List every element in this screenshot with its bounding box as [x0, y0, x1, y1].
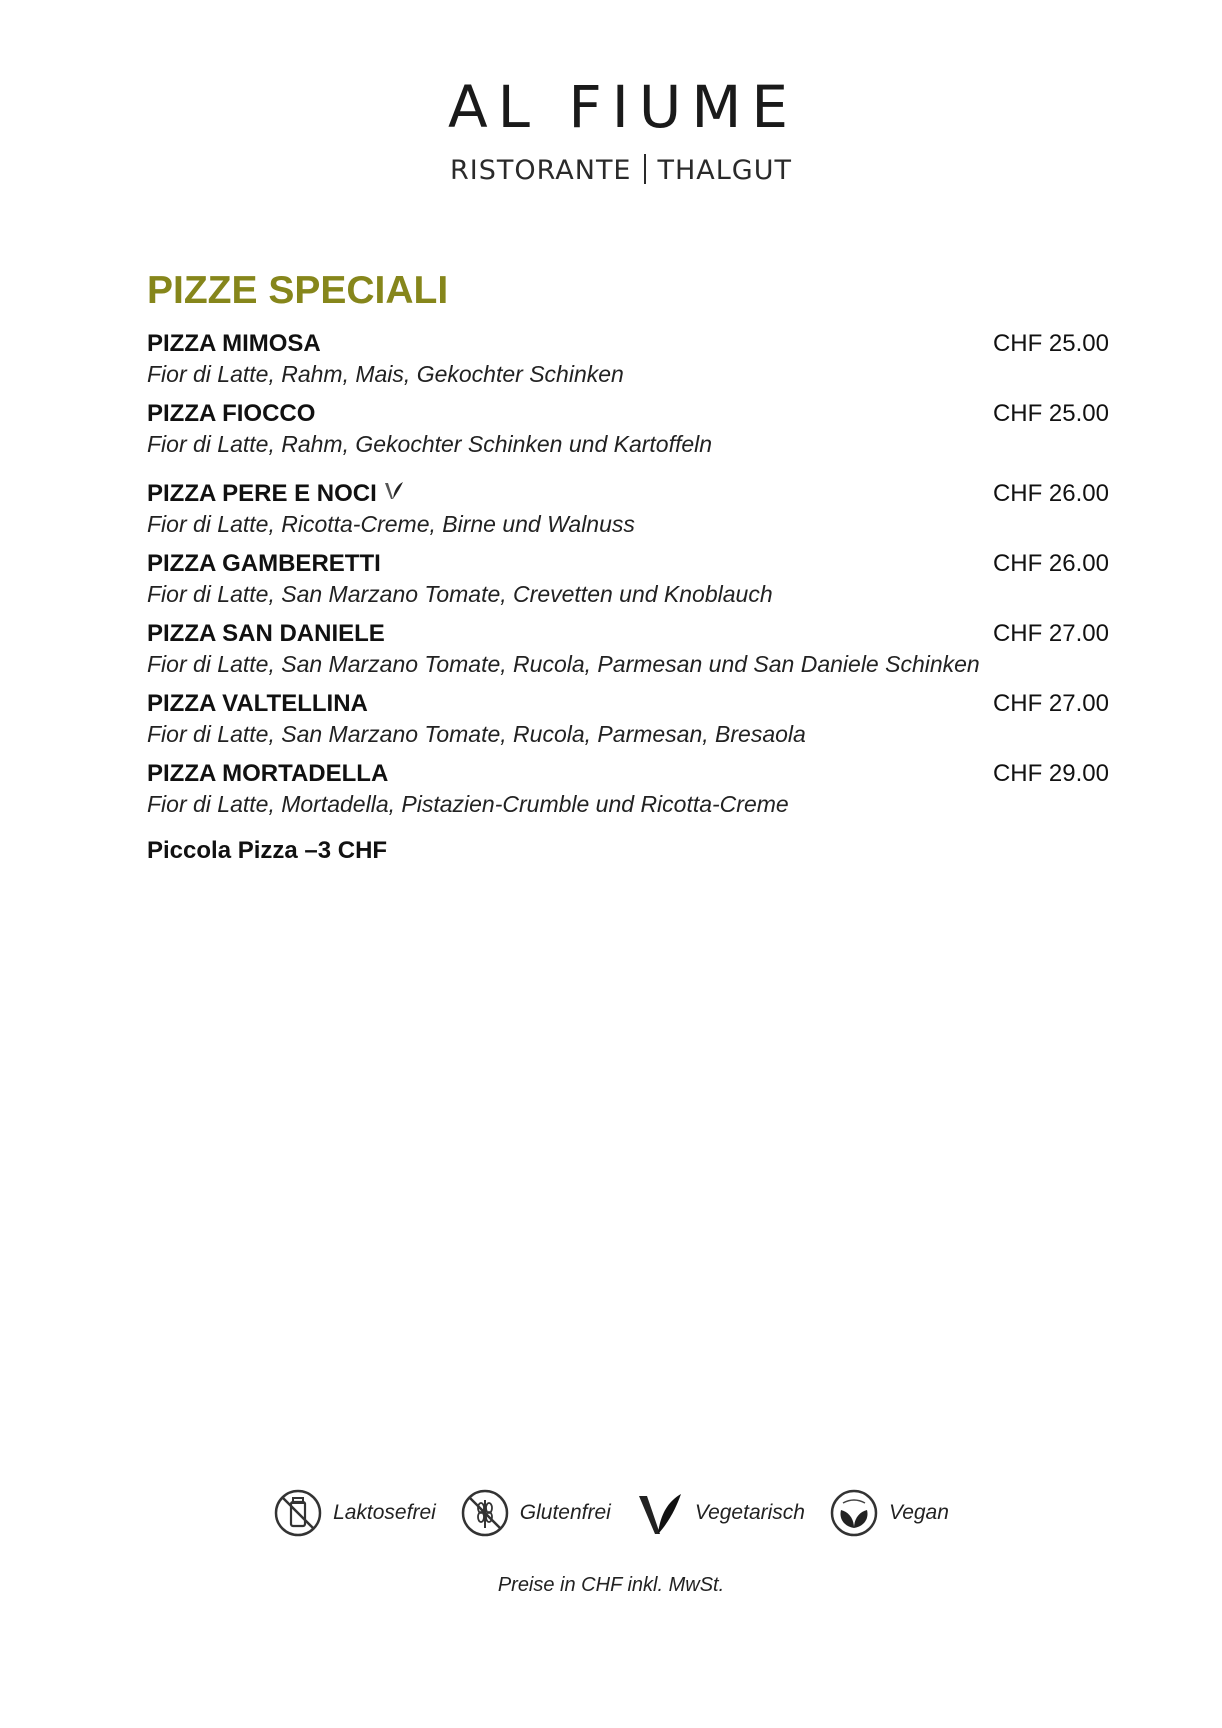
- legend-label: Laktosefrei: [333, 1501, 436, 1524]
- item-name: PIZZA SAN DANIELE: [147, 619, 385, 647]
- subtitle-thalgut: THALGUT: [657, 155, 792, 186]
- vegan-icon: [829, 1488, 879, 1538]
- vegetarian-icon: [635, 1488, 685, 1538]
- restaurant-brand: [0, 73, 1222, 186]
- section-title: PIZZE SPECIALI: [147, 269, 449, 312]
- price-footnote: Preise in CHF inkl. MwSt.: [497, 1574, 725, 1596]
- item-price: CHF 26.00: [992, 479, 1109, 507]
- diet-legend: [0, 1488, 1222, 1538]
- legend-label: Glutenfrei: [519, 1501, 611, 1524]
- piccola-pizza-note: Piccola Pizza –3 CHF: [147, 836, 388, 864]
- subtitle-ristorante: RISTORANTE: [450, 155, 632, 186]
- item-description: Fior di Latte, Rahm, Gekochter Schinken und Kartoffeln: [147, 430, 713, 457]
- item-name: PIZZA GAMBERETTI: [147, 549, 381, 577]
- restaurant-subtitle: [20, 154, 1222, 186]
- item-name: PIZZA FIOCCO: [147, 399, 316, 427]
- legend-gluten-free: [460, 1488, 611, 1538]
- legend-lactose-free: [273, 1488, 436, 1538]
- gluten-free-icon: [460, 1488, 510, 1538]
- item-price: CHF 27.00: [992, 619, 1109, 647]
- item-name: PIZZA MIMOSA: [147, 329, 321, 357]
- item-price: CHF 25.00: [992, 399, 1109, 427]
- item-name: PIZZA VALTELLINA: [147, 689, 368, 717]
- item-description: Fior di Latte, San Marzano Tomate, Rucola, Parmesan und San Daniele Schinken: [147, 650, 980, 677]
- item-description: Fior di Latte, San Marzano Tomate, Crevetten und Knoblauch: [147, 580, 773, 607]
- item-description: Fior di Latte, Ricotta-Creme, Birne und Walnuss: [147, 510, 635, 537]
- menu-item: [147, 549, 1109, 609]
- subtitle-divider: [644, 154, 646, 184]
- menu-item: [147, 759, 1109, 819]
- legend-label: Vegan: [888, 1501, 949, 1524]
- menu-item: [147, 399, 1109, 459]
- legend-vegan: [829, 1488, 949, 1538]
- legend-label: Vegetarisch: [694, 1501, 805, 1524]
- menu-item: [147, 479, 1109, 539]
- item-name: PIZZA MORTADELLA: [147, 759, 389, 787]
- item-description: Fior di Latte, Mortadella, Pistazien-Crumble und Ricotta-Creme: [147, 790, 789, 817]
- item-description: Fior di Latte, Rahm, Mais, Gekochter Schinken: [147, 360, 624, 387]
- item-price: CHF 26.00: [992, 549, 1109, 577]
- legend-vegetarian: [635, 1488, 805, 1538]
- menu-item: [147, 689, 1109, 749]
- menu-item: [147, 329, 1109, 389]
- item-description: Fior di Latte, San Marzano Tomate, Rucola, Parmesan, Bresaola: [147, 720, 806, 747]
- menu-section: [147, 270, 1109, 865]
- restaurant-name: AL FIUME: [447, 73, 799, 141]
- item-name-wrap: [147, 479, 405, 509]
- menu-item: [147, 619, 1109, 679]
- item-name: PIZZA PERE E NOCI: [147, 479, 377, 507]
- vegetarian-leaf-icon: [381, 479, 405, 503]
- item-price: CHF 29.00: [992, 759, 1109, 787]
- item-price: CHF 27.00: [992, 689, 1109, 717]
- lactose-free-icon: [273, 1488, 323, 1538]
- item-price: CHF 25.00: [992, 329, 1109, 357]
